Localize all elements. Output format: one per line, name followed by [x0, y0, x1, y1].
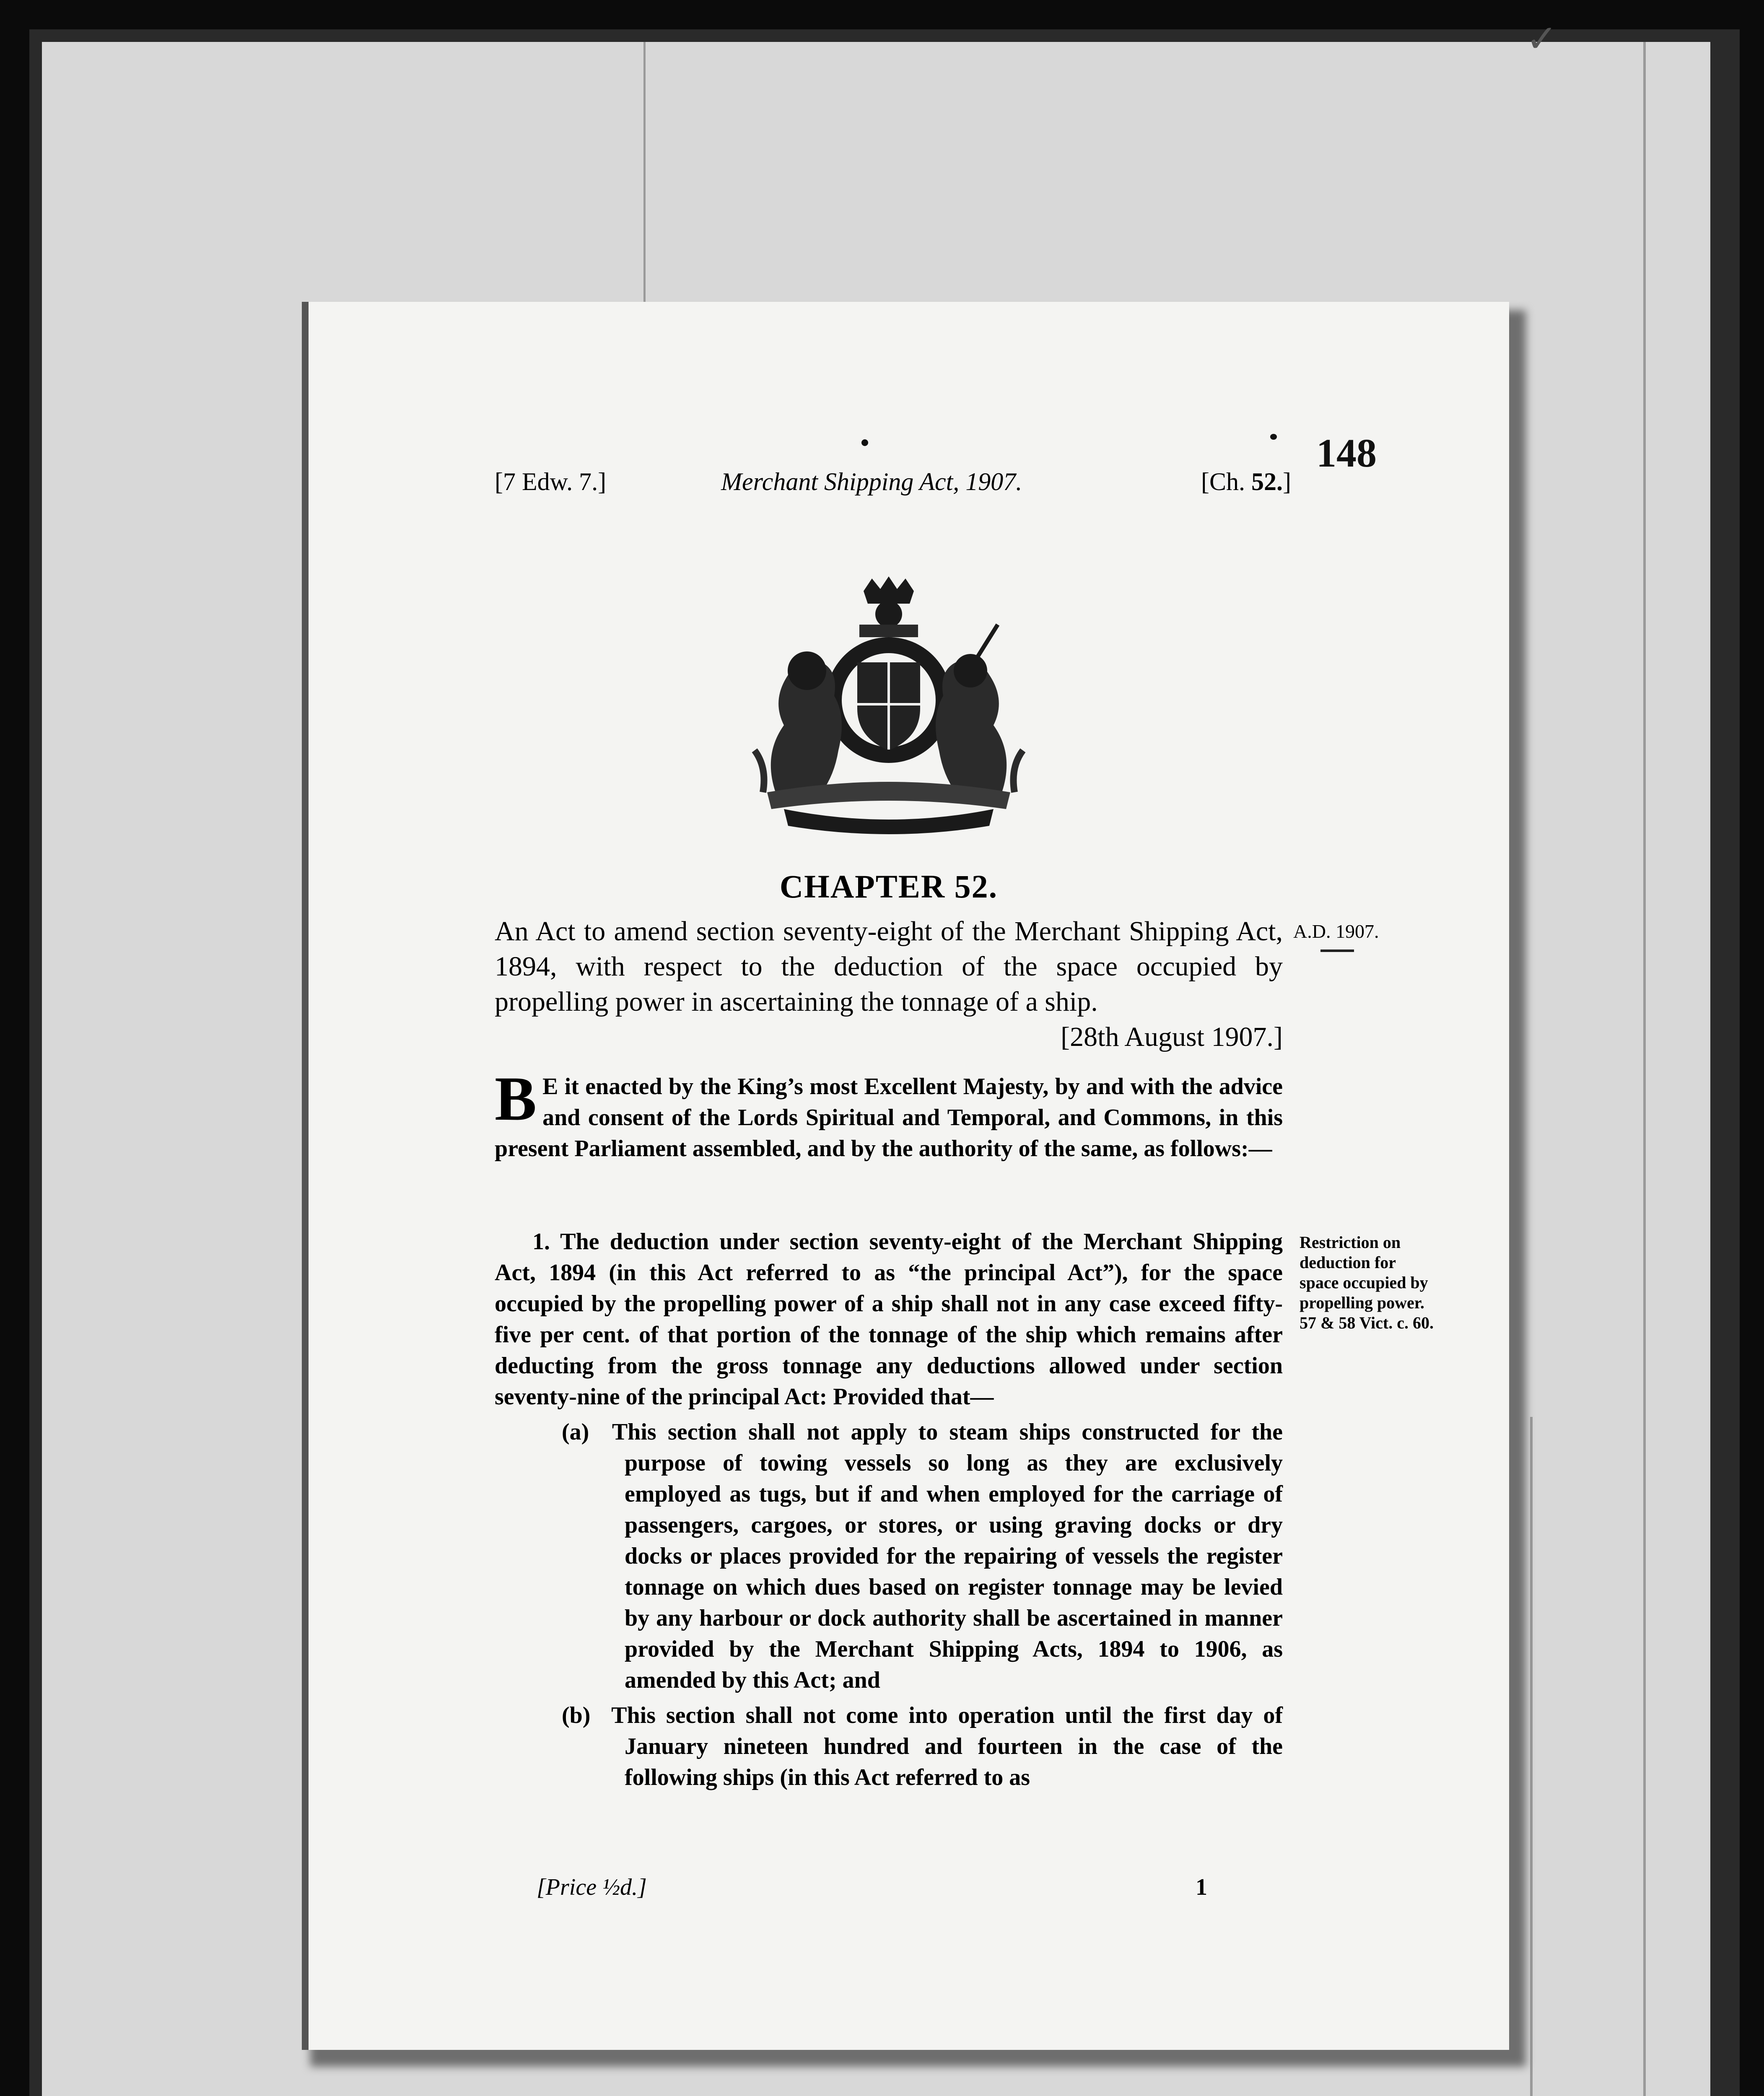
- running-head: [495, 467, 1291, 501]
- margin-rule: [1320, 949, 1354, 952]
- price: [Price ½d.]: [537, 1874, 647, 1900]
- assent-date: [28th August 1907.]: [1061, 1022, 1283, 1052]
- regnal-year: [7 Edw. 7.]: [495, 468, 607, 495]
- enacting-text: E it enacted by the King’s most Excellent Majesty, by and with the advice and consent of the Lords Spiritual and Temporal, and Commons, in this present Parliament assembled, and by the authority of the same, as follows:—: [495, 1074, 1283, 1162]
- proviso-a-label: (a): [562, 1419, 589, 1445]
- check-mark-icon: ✓: [1526, 17, 1558, 61]
- proviso-b-label: (b): [562, 1702, 591, 1728]
- backing-rule: [643, 42, 646, 302]
- speck: [1270, 434, 1277, 440]
- drop-cap: B: [495, 1064, 537, 1134]
- proviso-a: (a) This section shall not apply to steam ships constructed for the purpose of towing vessels so long as they are exclusively employed as tugs, but if and when employed for the carriage of passengers, cargoes, or stores, or using graving docks or dry docks or places provided for the repairing of vessels the register tonnage on which dues based on register tonnage may be levied by any harbour or dock authority shall be ascertained in manner provided by the Merchant Shipping Acts, 1894 to 1906, as amended by this Act; and: [562, 1419, 1283, 1693]
- long-title: [495, 914, 1283, 1055]
- margin-year: A.D. 1907.: [1293, 921, 1379, 942]
- marginal-note: Restriction on deduction for space occupied by propelling power. 57 & 58 Vict. c. 60.: [1300, 1233, 1434, 1332]
- enacting-formula: [495, 1064, 1283, 1164]
- section-number: 1.: [532, 1229, 550, 1255]
- royal-coat-of-arms-icon: [738, 574, 1040, 834]
- page-number: 148: [1316, 431, 1377, 475]
- speck: [861, 439, 868, 446]
- long-title-text: An Act to amend section seventy-eight of the Merchant Shipping Act, 1894, with respect to the deduction of the space occupied by propelling power in ascertaining the tonnage of a ship.: [495, 916, 1283, 1017]
- chapter-reference: [Ch. 52.]: [1201, 468, 1291, 495]
- section-1-text: 1. The deduction under section seventy-eight of the Merchant Shipping Act, 1894 (in this Act referred to as “the principal Act”), for the space occupied by the propelling power of a ship shall not in any case exceed fifty-five per cent. of that portion of the tonnage of the ship which remains after deducting from the gross tonnage any deductions allowed under section seventy-nine of the principal Act: Provided that—: [495, 1229, 1283, 1410]
- chapter-heading: CHAPTER 52.: [779, 868, 998, 905]
- page-footer: [537, 1874, 1207, 1903]
- proviso-b: (b) This section shall not come into operation until the first day of January nineteen hundred and fourteen in the case of the following ships (in this Act referred to as: [562, 1702, 1283, 1790]
- footer-page-number: 1: [1196, 1874, 1207, 1900]
- backing-rule: [1530, 1417, 1533, 2096]
- act-short-title: Merchant Shipping Act, 1907.: [721, 468, 1022, 495]
- section-1: [495, 1226, 1283, 1793]
- backing-rule: [1643, 42, 1646, 2096]
